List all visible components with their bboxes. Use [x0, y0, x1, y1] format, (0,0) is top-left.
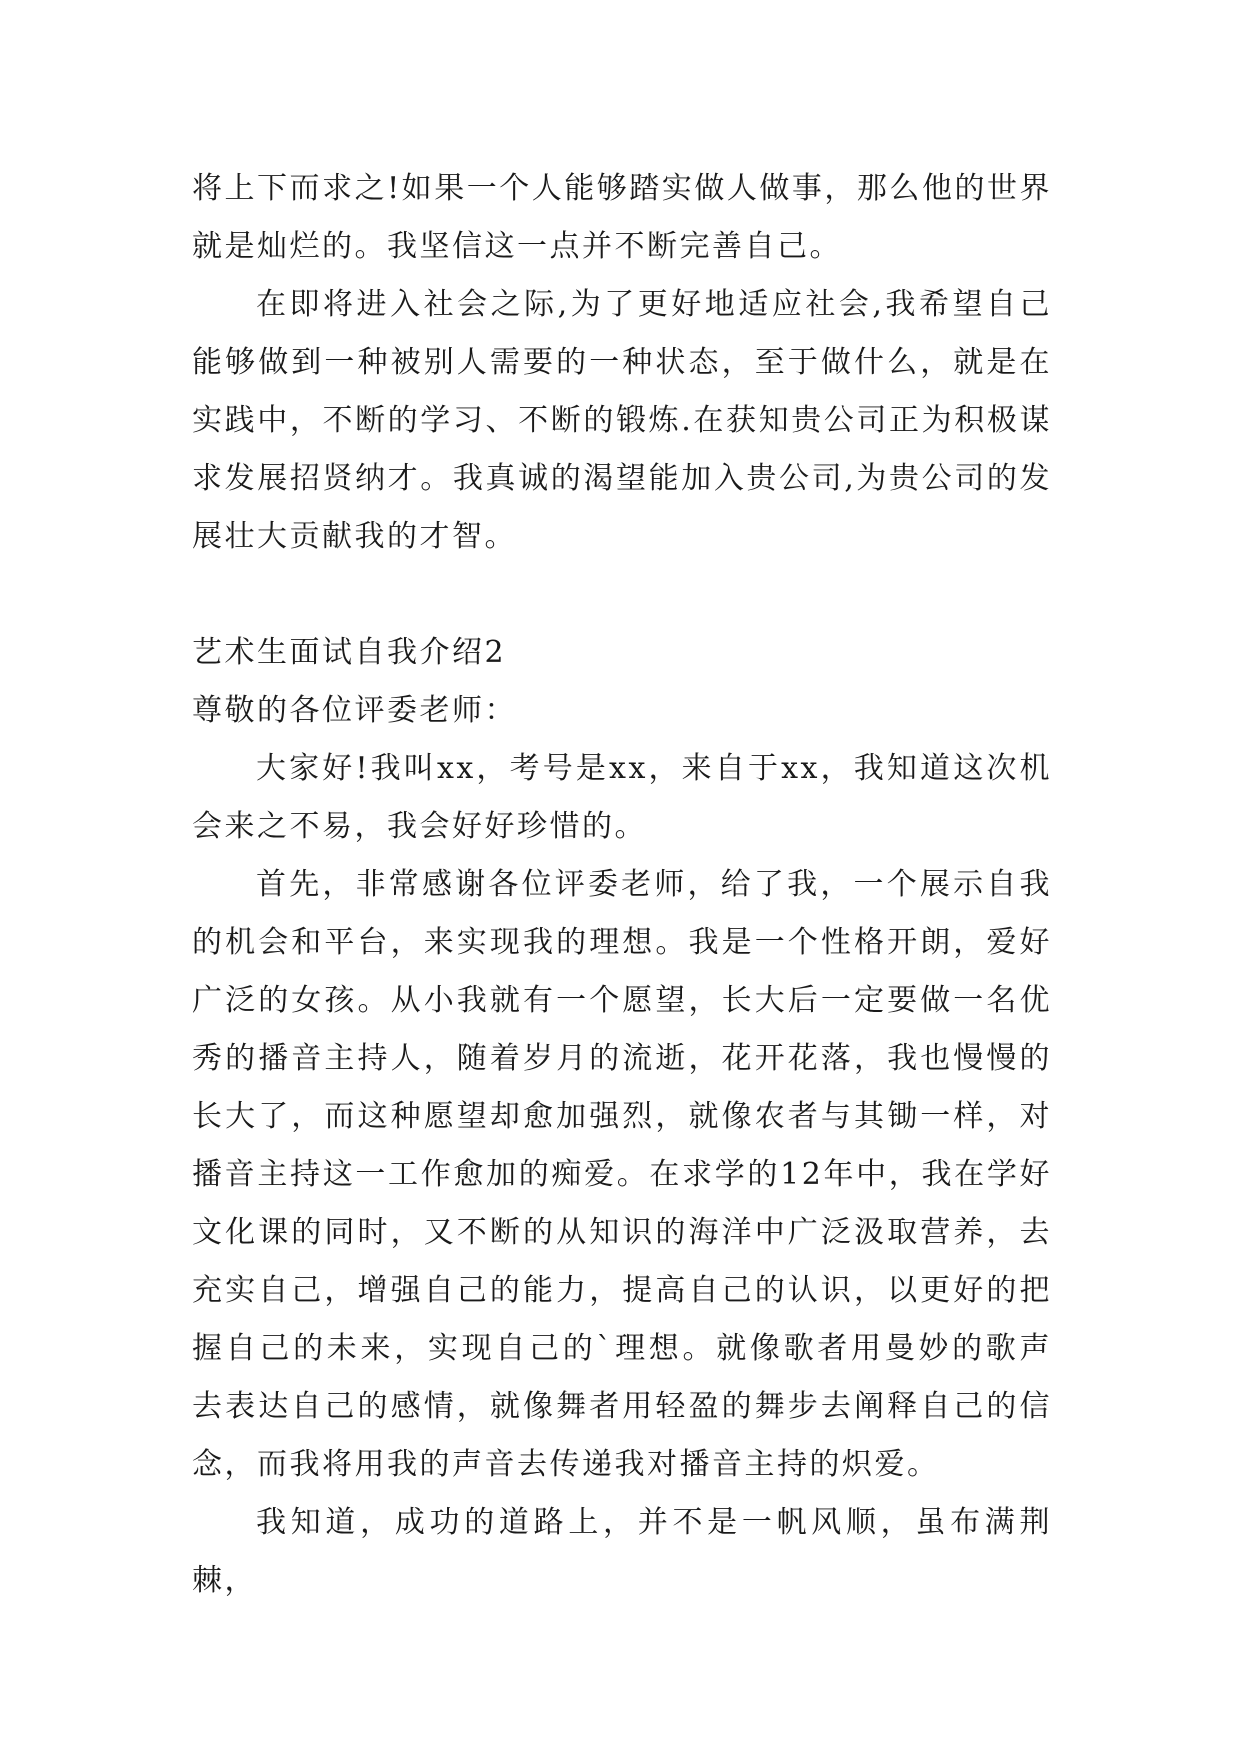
paragraph-continued: 将上下而求之!如果一个人能够踏实做人做事，那么他的世界就是灿烂的。我坚信这一点并不断完善自己。 — [192, 171, 1052, 264]
section-spacer — [192, 566, 1052, 624]
section-title: 艺术生面试自我介绍2 — [192, 635, 507, 670]
document-body — [192, 160, 1052, 1610]
salutation: 尊敬的各位评委老师： — [192, 693, 517, 728]
paragraph-path: 我知道，成功的道路上，并不是一帆风顺，虽布满荆棘， — [192, 1505, 1052, 1598]
paragraph-greeting: 大家好!我叫xx，考号是xx，来自于xx，我知道这次机会来之不易，我会好好珍惜的。 — [192, 751, 1052, 844]
paragraph-first: 首先，非常感谢各位评委老师，给了我，一个展示自我的机会和平台，来实现我的理想。我是一个性格开朗，爱好广泛的女孩。从小我就有一个愿望，长大后一定要做一名优秀的播音主持人，随着岁月的流逝，花开花落，我也慢慢的长大了，而这种愿望却愈加强烈，就像农者与其锄一样，对播音主持这一工作愈加的痴爱。在求学的12年中，我在学好文化课的同时，又不断的从知识的海洋中广泛汲取营养，去充实自己，增强自己的能力，提高自己的认识，以更好的把握自己的未来，实现自己的`理想。就像歌者用曼妙的歌声去表达自己的感情，就像舞者用轻盈的舞步去阐释自己的信念，而我将用我的声音去传递我对播音主持的炽爱。 — [192, 867, 1052, 1482]
paragraph-society: 在即将进入社会之际,为了更好地适应社会,我希望自己能够做到一种被别人需要的一种状态，至于做什么，就是在实践中，不断的学习、不断的锻炼.在获知贵公司正为积极谋求发展招贤纳才。我真诚的渴望能加入贵公司,为贵公司的发展壮大贡献我的才智。 — [192, 287, 1052, 554]
